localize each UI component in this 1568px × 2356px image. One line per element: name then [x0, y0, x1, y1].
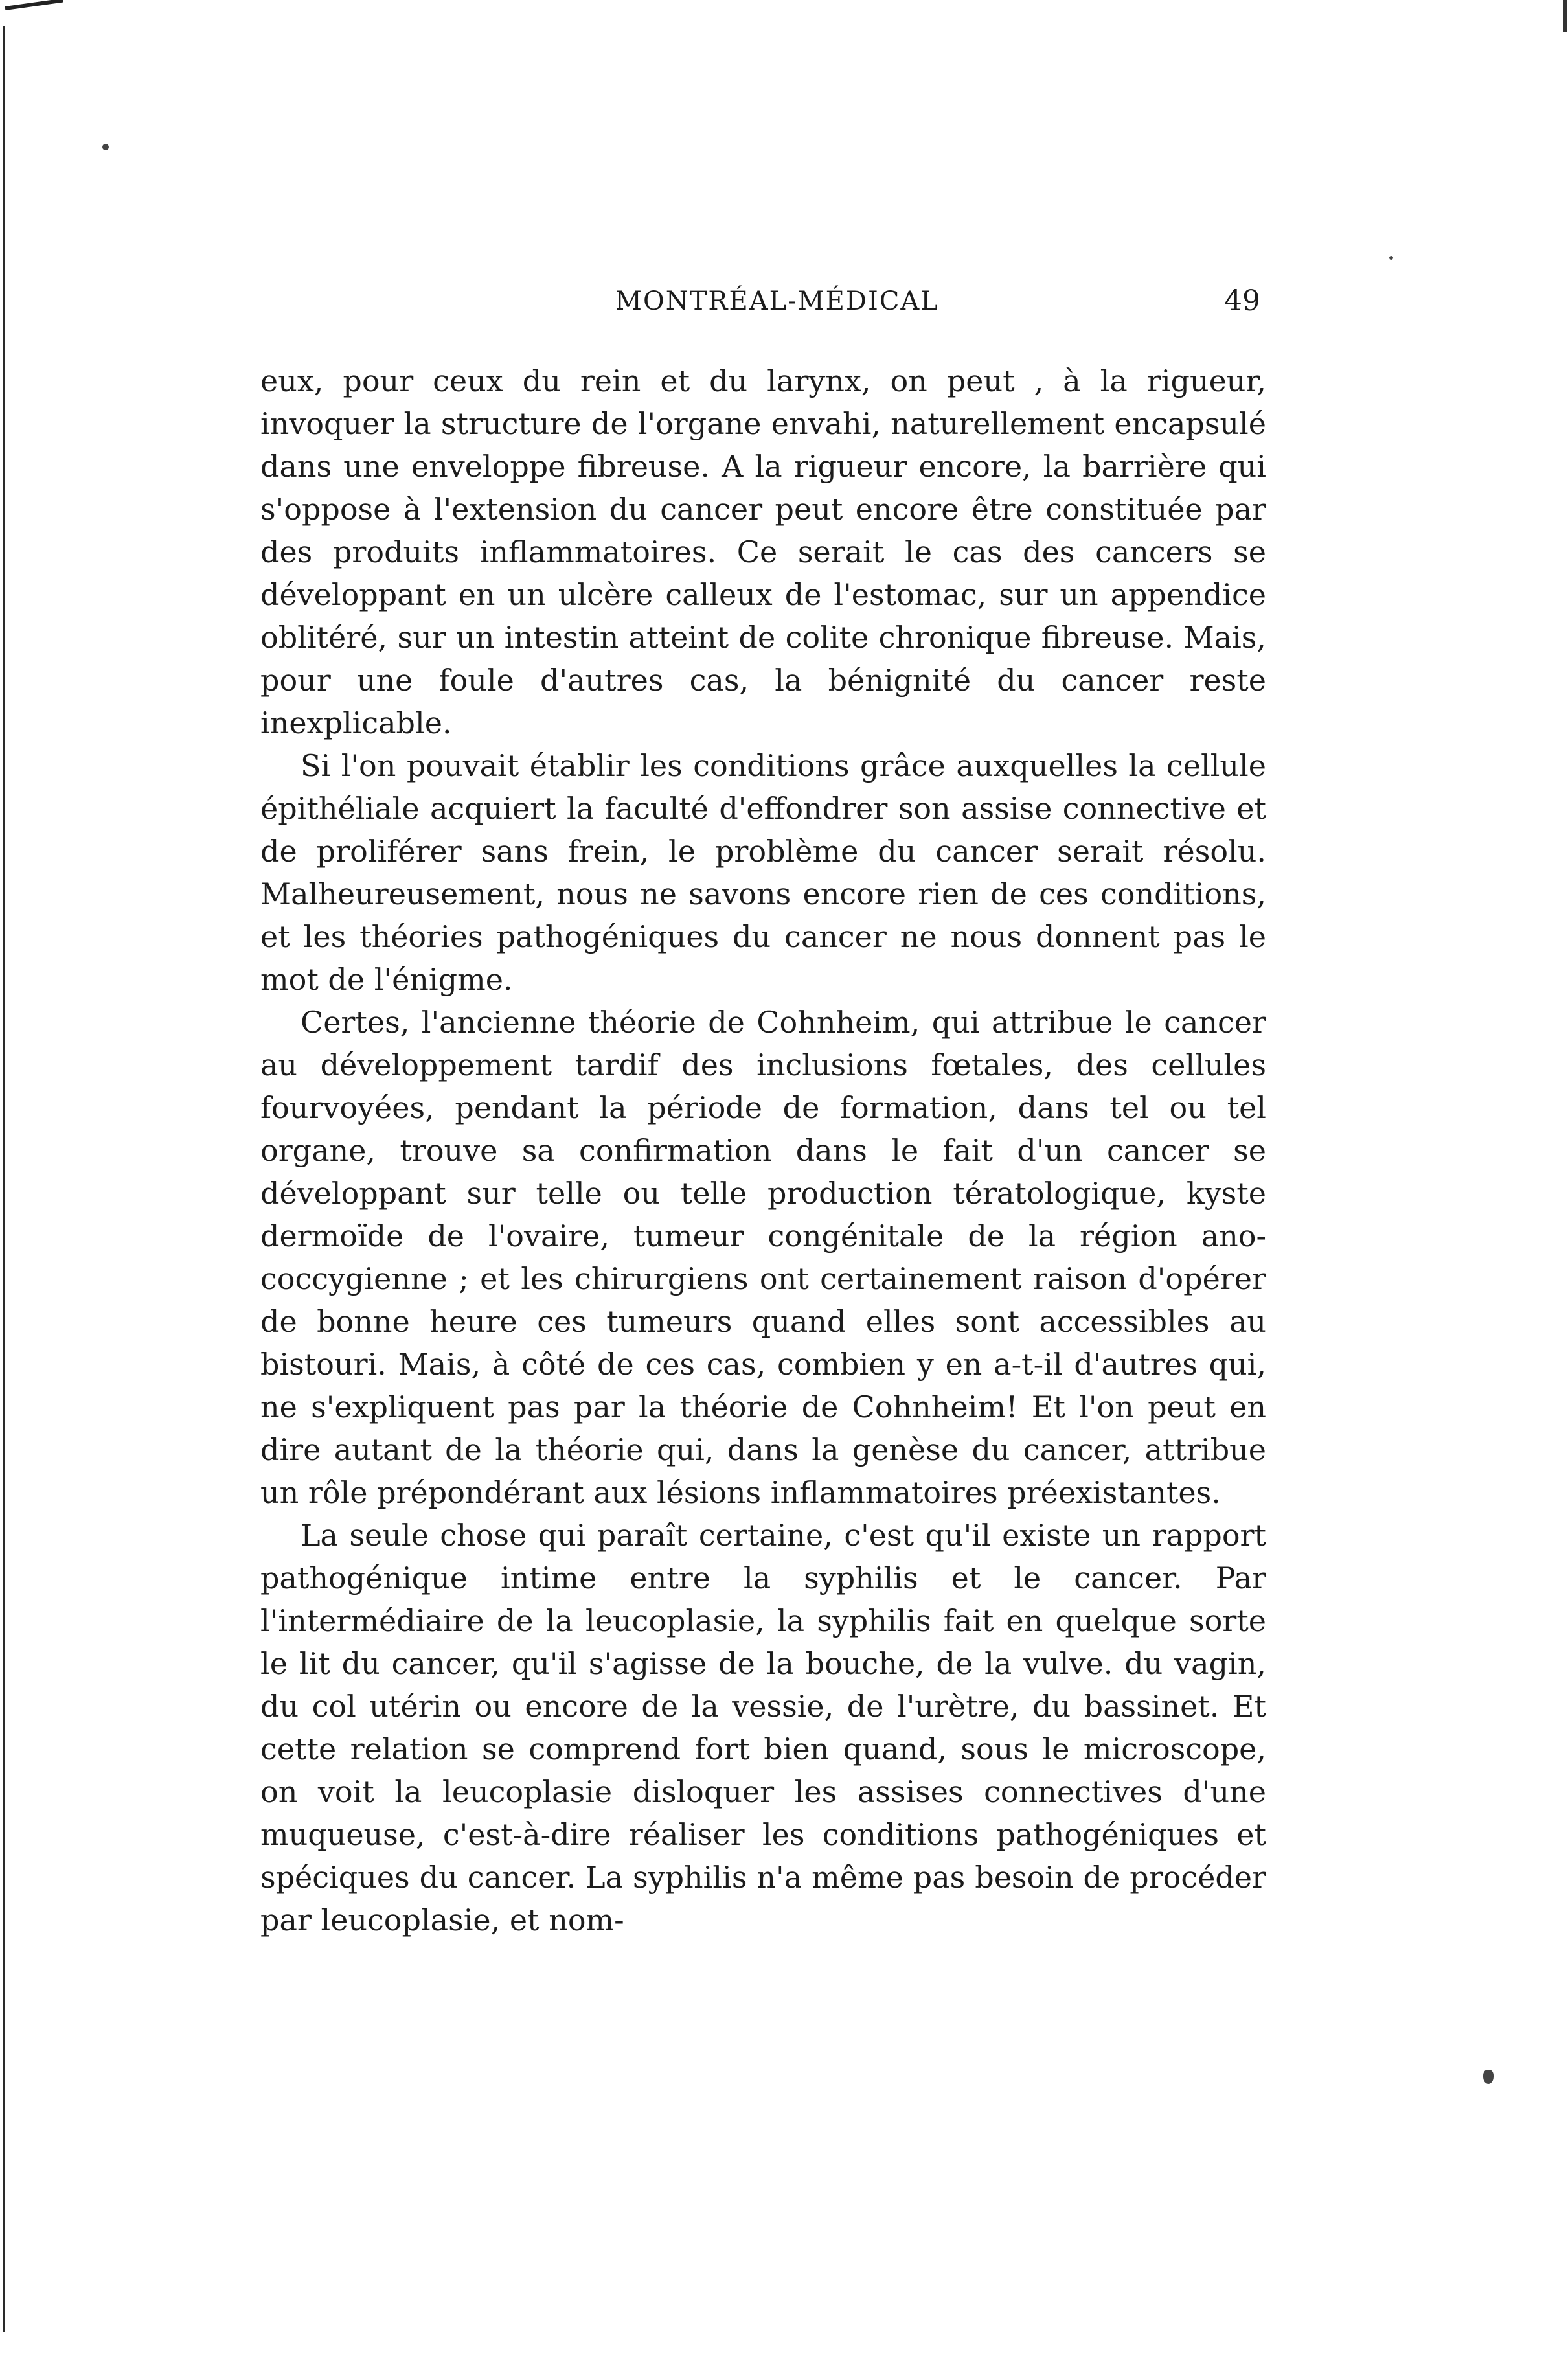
paragraph: Si l'on pouvait établir les conditions grâce auxquelles la cellule épithéliale acquiert la faculté d'effondrer son assise connective et de proliférer sans frein, le problème du cancer serait résolu. Malheureusement, nous ne savons encore rien de ces conditions, et les théories pathogéniques du cancer ne nous donnent pas le mot de l'énigme. [260, 748, 1266, 997]
scan-edge-shadow [3, 26, 5, 2332]
running-title: MONTRÉAL-MÉDICAL [615, 286, 939, 316]
scan-ink-mark [5, 0, 63, 10]
paragraph: La seule chose qui paraît certaine, c'est qu'il existe un rapport pathogénique intime entre la syphilis et le cancer. Par l'intermédiaire de la leucoplasie, la syphilis fait en quelque sorte le lit du cancer, qu'il s'agisse de la bouche, de la vulve. du vagin, du col utérin ou encore de la vessie, de l'urètre, du bassinet. Et cette relation se comprend fort bien quand, sous le microscope, on voit la leucoplasie disloquer les assises connectives d'une muqueuse, c'est-à-dire réaliser les conditions pathogéniques et spéciques du cancer. La syphilis n'a même pas besoin de procéder par leucoplasie, et nom- [260, 1518, 1266, 1938]
page-number: 49 [1224, 284, 1260, 317]
page-header [0, 282, 1568, 321]
paragraph: Certes, l'ancienne théorie de Cohnheim, qui attribue le cancer au développement tardif des inclusions fœtales, des cellules fourvoyées, pendant la période de formation, dans tel ou tel organe, trouve sa confirmation dans le fait d'un cancer se développant sur telle ou telle production tératologique, kyste dermoïde de l'ovaire, tumeur congénitale de la région ano-coccygienne ; et les chirurgiens ont certainement raison d'opérer de bonne heure ces tumeurs quand elles sont accessibles au bistouri. Mais, à côté de ces cas, combien y en a-t-il d'autres qui, ne s'expliquent pas par la théorie de Cohnheim! Et l'on peut en dire autant de la théorie qui, dans la genèse du cancer, attribue un rôle prépondérant aux lésions inflammatoires préexistantes. [260, 1005, 1266, 1510]
scan-speck [1483, 2070, 1494, 2084]
scan-speck [102, 144, 109, 150]
paragraph: eux, pour ceux du rein et du larynx, on peut , à la rigueur, invoquer la structure de l'organe envahi, naturellement encapsulé dans une enveloppe fibreuse. A la rigueur encore, la barrière qui s'oppose à l'extension du cancer peut encore être constituée par des produits inflammatoires. Ce serait le cas des cancers se développant en un ulcère calleux de l'estomac, sur un appendice oblitéré, sur un intestin atteint de colite chronique fibreuse. Mais, pour une foule d'autres cas, la bénignité du cancer reste inexplicable. [260, 363, 1266, 740]
body-text [260, 360, 1266, 1941]
scan-speck [1389, 256, 1393, 260]
scan-edge-mark [1563, 0, 1567, 32]
